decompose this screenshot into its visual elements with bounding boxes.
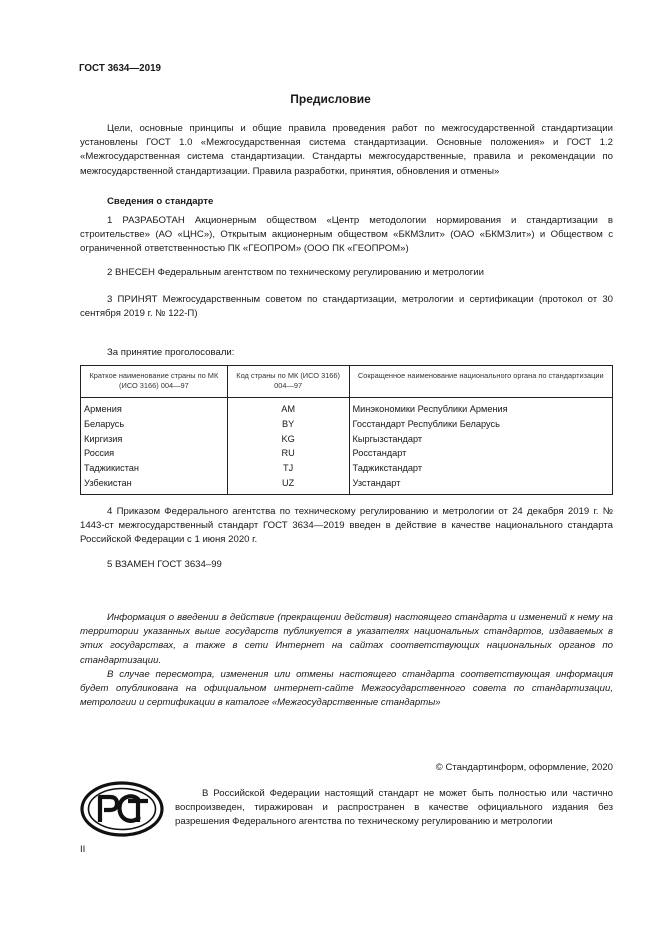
standard-info-heading-block (80, 195, 613, 209)
item-replaces-block (80, 558, 613, 572)
cell-country: Таджикистан (81, 461, 228, 476)
cell-body: Узстандарт (349, 476, 613, 494)
page-number: II (80, 844, 86, 855)
cell-code: AM (227, 398, 349, 417)
cell-body: Кыргызстандарт (349, 432, 613, 447)
item-developed: 1 РАЗРАБОТАН Акционерным обществом «Центр методологии нормирования и стандартизации в строительстве» (АО «ЦНС»), Открытым акционерным обществом «БКМЗлит» (ОАО «БКМЗлит») и Обществом с ограниченной ответственностью ПК «ГЕОПРОМ» (ООО ПК «ГЕОПРОМ») (80, 215, 613, 255)
rst-certification-mark-icon (80, 780, 164, 838)
cell-country: Беларусь (81, 417, 228, 432)
table-row (81, 432, 613, 447)
item-order-block (80, 505, 613, 548)
header-code: Код страны по МК (ИСО 3166) 004—97 (227, 366, 349, 398)
item-developed-block (80, 214, 613, 257)
cell-country: Россия (81, 446, 228, 461)
intro-block (80, 122, 613, 179)
cell-body: Госстандарт Республики Беларусь (349, 417, 613, 432)
copyright-notice: В Российской Федерации настоящий стандарт не может быть полностью или частично воспроизведен, тиражирован и распространен в качестве официального издания без разрешения Федерального агентства по техническому регулированию и метрологии (175, 788, 613, 828)
cell-body: Минэкономики Республики Армения (349, 398, 613, 417)
voted-label: За принятие проголосовали: (107, 347, 235, 358)
cell-code: TJ (227, 461, 349, 476)
table-row (81, 461, 613, 476)
item-adopted-block (80, 293, 613, 321)
item-order: 4 Приказом Федерального агентства по техническому регулированию и метрологии от 24 декабря 2019 г. № 1443-ст межгосударственный стандарт ГОСТ 3634—2019 введен в действие в качестве национального стандарта Российской Федерации с 1 июня 2020 г. (80, 506, 613, 546)
cell-country: Армения (81, 398, 228, 417)
cell-code: UZ (227, 476, 349, 494)
table-row (81, 476, 613, 494)
table-header-row (81, 366, 613, 398)
header-country: Краткое наименование страны по МК (ИСО 3166) 004—97 (81, 366, 228, 398)
table-row (81, 446, 613, 461)
section-heading: Сведения о стандарте (107, 196, 214, 207)
voting-table (80, 365, 613, 495)
item-adopted: 3 ПРИНЯТ Межгосударственным советом по стандартизации, метрологии и сертификации (протокол от 30 сентября 2019 г. № 122-П) (80, 294, 613, 320)
copyright-line: © Стандартинформ, оформление, 2020 (435, 762, 613, 773)
page-title: Предисловие (290, 92, 371, 106)
cell-country: Узбекистан (81, 476, 228, 494)
info-paragraph-publication: Информация о введении в действие (прекращении действия) настоящего стандарта и изменений к нему на территории указанных выше государств публикуется в указателях национальных стандартов, издаваемых в этих государствах, а также в сети Интернет на сайтах соответствующих национальных органов по стандартизации. (80, 612, 613, 666)
header-body: Сокращенное наименование национального органа по стандартизации (349, 366, 613, 398)
item-introduced-block (80, 266, 613, 280)
table-row (81, 417, 613, 432)
info-paragraph-revision: В случае пересмотра, изменения или отмены настоящего стандарта соответствующая информация будет опубликована на официальном интернет-сайте Межгосударственного совета по стандартизации, метрологии и сертификации в каталоге «Межгосударственные стандарты» (80, 668, 613, 709)
intro-paragraph: Цели, основные принципы и общие правила проведения работ по межгосударственной стандартизации установлены ГОСТ 1.0 «Межгосударственная система стандартизации. Основные положения» и ГОСТ 1.2 «Межгосударственная система стандартизации. Стандарты межгосударственные, правила и рекомендации по межгосударственной стандартизации. Правила разработки, принятия, обновления и отмены» (80, 123, 613, 177)
cell-code: KG (227, 432, 349, 447)
document-code: ГОСТ 3634—2019 (79, 63, 161, 74)
copyright-notice-block (175, 787, 613, 830)
item-introduced: 2 ВНЕСЕН Федеральным агентством по техническому регулированию и метрологии (107, 267, 485, 278)
cell-country: Киргизия (81, 432, 228, 447)
voted-label-block (80, 346, 613, 360)
info-block (80, 611, 613, 710)
table-row (81, 398, 613, 417)
cell-body: Росстандарт (349, 446, 613, 461)
item-replaces: 5 ВЗАМЕН ГОСТ 3634–99 (107, 559, 222, 570)
cell-code: RU (227, 446, 349, 461)
cell-code: BY (227, 417, 349, 432)
cell-body: Таджикстандарт (349, 461, 613, 476)
